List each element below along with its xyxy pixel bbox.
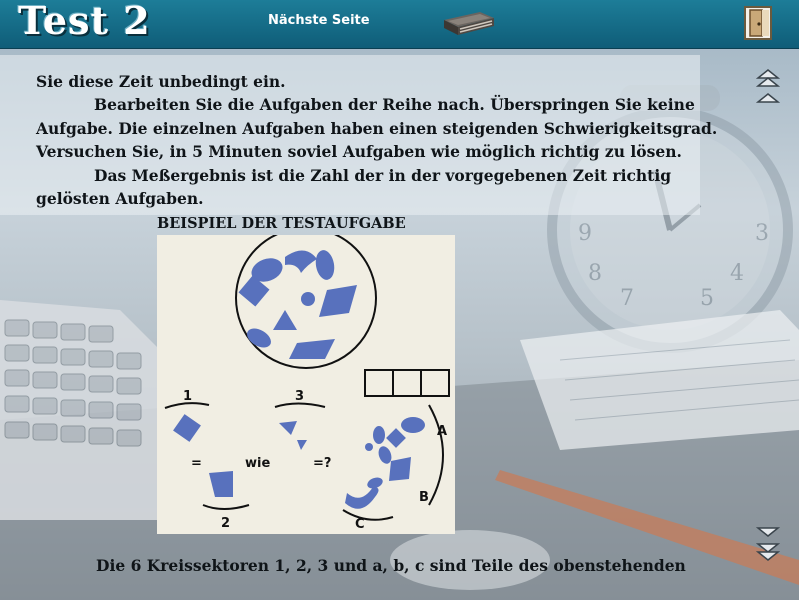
label-c: C xyxy=(355,517,365,532)
instruction-paragraph-2: Bearbeiten Sie die Aufgaben der Reihe nach. Überspringen Sie keine Aufgabe. Die einzelnen Aufgaben haben einen steigenden Schwierigkeitsgrad. Versuchen Sie, in 5 Minuten soviel Aufgaben wie möglich richtig zu lösen. xyxy=(36,95,718,162)
example-figure-drawing xyxy=(157,235,455,534)
answer-boxes xyxy=(365,370,449,396)
sector-2-arc xyxy=(203,505,249,509)
shape-parallelogram-right xyxy=(319,285,357,317)
exit-button[interactable] xyxy=(741,4,777,42)
instructions-text xyxy=(36,70,726,210)
example-figure xyxy=(157,235,455,534)
label-b: B xyxy=(419,490,429,505)
notebook-image xyxy=(520,310,799,450)
scroll-down-button[interactable] xyxy=(756,522,780,562)
svg-text:4: 4 xyxy=(730,261,744,286)
label-a: A xyxy=(437,424,448,439)
shape-triangle-center xyxy=(273,310,297,330)
next-page-button[interactable]: Nächste Seite xyxy=(268,13,370,28)
label-wie: wie xyxy=(245,456,271,471)
title-bar xyxy=(0,0,799,48)
svg-text:8: 8 xyxy=(588,261,602,286)
example-caption: Die 6 Kreissektoren 1, 2, 3 und a, b, c sind Teile des obenstehenden xyxy=(96,556,686,575)
sector-3-arc xyxy=(275,404,325,408)
label-2: 2 xyxy=(221,516,231,531)
instruction-line-1: Sie diese Zeit unbedingt ein. xyxy=(36,72,286,91)
option-dot xyxy=(365,443,373,451)
shape-dot-center xyxy=(301,292,315,306)
shape-rhombus-bottom xyxy=(289,339,335,359)
option-a-diamond xyxy=(386,428,406,448)
instruction-paragraph-3: Das Meßergebnis ist die Zahl der in der vorgegebenen Zeit richtig gelösten Aufgaben. xyxy=(36,165,672,209)
option-c-arc-shape xyxy=(345,487,379,509)
shape-arc-top xyxy=(285,250,317,273)
option-a-small-oval xyxy=(373,426,385,444)
exit-door-icon xyxy=(741,4,777,42)
sector-2-shape xyxy=(209,471,233,497)
label-equals-question: =? xyxy=(313,456,332,471)
sector-3-shape xyxy=(279,421,297,435)
app-title: Test 2 xyxy=(18,0,151,43)
book-button[interactable] xyxy=(440,8,496,38)
svg-text:5: 5 xyxy=(700,286,714,311)
label-1: 1 xyxy=(183,389,193,404)
sector-3-shape-b xyxy=(297,440,307,450)
label-equals: = xyxy=(191,456,202,471)
option-circle-arc xyxy=(429,405,443,505)
sector-1-shape xyxy=(173,414,201,442)
example-title: BEISPIEL DER TESTAUFGABE xyxy=(157,215,406,232)
option-b-parallelogram xyxy=(389,457,411,481)
scroll-bottom-icon xyxy=(756,522,780,562)
option-c-arc xyxy=(343,510,393,520)
book-icon xyxy=(440,8,496,38)
svg-text:3: 3 xyxy=(755,221,769,246)
scroll-up-button[interactable] xyxy=(756,68,780,108)
shape-oval-bottom-left xyxy=(244,325,275,352)
svg-text:9: 9 xyxy=(578,221,592,246)
label-3: 3 xyxy=(295,389,305,404)
option-a-oval xyxy=(401,417,425,433)
svg-text:7: 7 xyxy=(620,286,634,311)
shape-oval-top-right xyxy=(314,249,337,282)
scroll-top-icon xyxy=(756,68,780,108)
keyboard-image xyxy=(0,300,170,520)
